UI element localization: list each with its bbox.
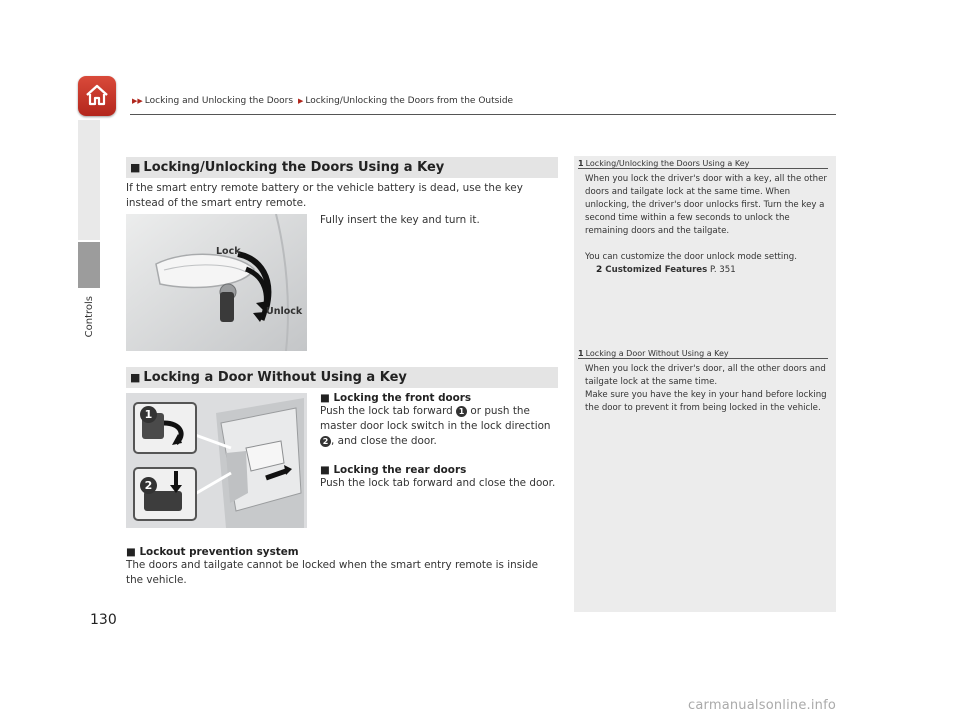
note-body-2: Make sure you have the key in your hand before locking the door to prevent it from being locked in the vehicle. xyxy=(585,390,827,413)
front-doors-heading: ■ Locking the front doors xyxy=(320,392,472,404)
callout-marker-2: 2 xyxy=(320,436,331,447)
note-body: When you lock the driver's door with a key, all the other doors and tailgate lock at the same time. When unlocking, the driver's door unlocks first. Turn the key a second time within a few seconds to unlock the remaining doors and the tailgate. xyxy=(585,174,827,236)
key-intro-text: If the smart entry remote battery or the vehicle battery is dead, use the key instead of the smart entry remote. xyxy=(126,182,523,209)
note-divider xyxy=(578,168,828,169)
square-bullet-icon: ■ xyxy=(130,161,141,174)
note-without-key xyxy=(578,349,828,415)
section-heading-without-key: ■ Locking a Door Without Using a Key xyxy=(126,367,558,388)
side-tab-label[interactable]: Controls xyxy=(84,296,95,338)
note-title: 1 Locking a Door Without Using a Key xyxy=(578,349,729,358)
breadcrumb-item[interactable]: Locking/Unlocking the Doors from the Outside xyxy=(305,96,514,106)
side-tab-marker[interactable] xyxy=(78,242,100,288)
door-lock-figure xyxy=(126,393,307,528)
key-instruction-text: Fully insert the key and turn it. xyxy=(320,214,480,226)
unlock-label: Unlock xyxy=(266,306,303,317)
breadcrumb-arrow-icon: ▶ xyxy=(297,97,304,105)
home-icon xyxy=(84,82,110,108)
front-doors-block xyxy=(320,392,558,449)
note-reference-link[interactable]: 2 Customized Features P. 351 xyxy=(596,265,736,275)
callout-2: 2 xyxy=(140,477,157,494)
front-doors-text: Push the lock tab forward 1 or push the master door lock switch in the lock direction 2 , and close the door. xyxy=(320,405,551,447)
callout-marker-1: 1 xyxy=(456,406,467,417)
home-button[interactable] xyxy=(78,76,116,116)
lockout-block xyxy=(126,546,558,588)
lock-label: Lock xyxy=(216,246,241,257)
note-title: 1 Locking/Unlocking the Doors Using a Key xyxy=(578,159,750,168)
section-heading-key: ■ Locking/Unlocking the Doors Using a Key xyxy=(126,157,558,178)
lockout-heading: ■ Lockout prevention system xyxy=(126,546,299,558)
rear-doors-text: Push the lock tab forward and close the door. xyxy=(320,477,556,489)
door-handle-key-icon xyxy=(126,214,307,351)
square-bullet-icon: ■ xyxy=(130,371,141,384)
note-body-2: You can customize the door unlock mode setting. xyxy=(585,252,797,262)
rear-doors-block xyxy=(320,464,558,491)
breadcrumb-item[interactable]: Locking and Unlocking the Doors xyxy=(144,96,294,106)
note-divider xyxy=(578,358,828,359)
header-divider xyxy=(130,114,836,115)
rear-doors-heading: ■ Locking the rear doors xyxy=(320,464,467,476)
note-key xyxy=(578,159,828,277)
breadcrumb-arrow-icon: ▶▶ xyxy=(132,97,143,105)
page-number: 130 xyxy=(90,612,117,628)
reference-arrow-icon: 2 xyxy=(596,265,603,275)
key-lock-figure xyxy=(126,214,307,351)
lockout-text: The doors and tailgate cannot be locked when the smart entry remote is inside the vehicle. xyxy=(126,559,538,586)
breadcrumb xyxy=(130,96,513,106)
watermark: carmanualsonline.info xyxy=(688,698,837,713)
callout-1: 1 xyxy=(140,406,157,423)
side-strip xyxy=(78,120,100,240)
note-body: When you lock the driver's door, all the other doors and tailgate lock at the same time. xyxy=(585,364,826,387)
